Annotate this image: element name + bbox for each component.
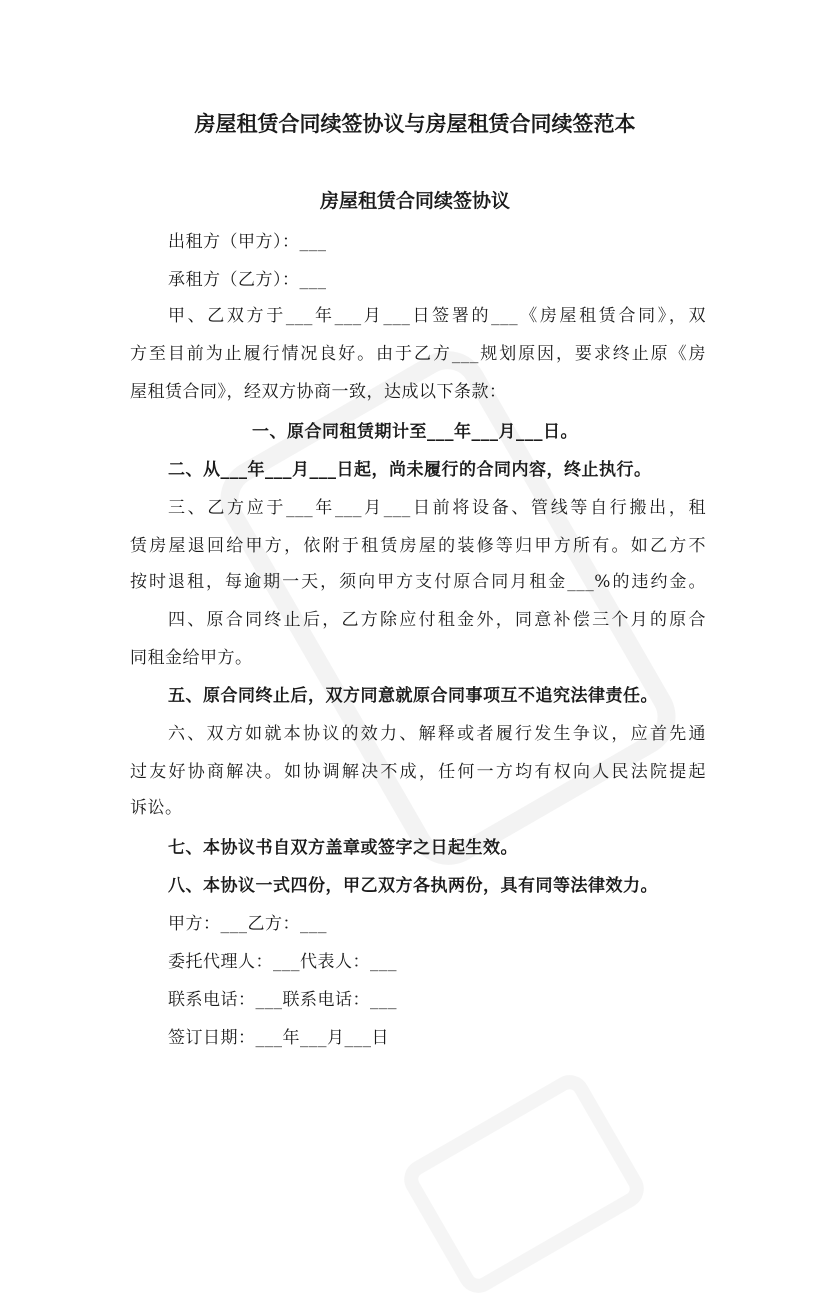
- preamble-line: 甲、乙双方于___年___月___日签署的___《房屋租赁合同》，双: [168, 306, 706, 326]
- clause-1: 一、原合同租赁期计至___年___月___日。: [252, 422, 578, 442]
- preamble-line: 屋租赁合同》，经双方协商一致，达成以下条款：: [130, 382, 507, 402]
- clause-4-line: 四、原合同终止后，乙方除应付租金外，同意补偿三个月的原合: [168, 610, 706, 630]
- watermark: [397, 1068, 651, 1300]
- clause-2: 二、从___年___月___日起，尚未履行的合同内容，终止执行。: [168, 460, 652, 480]
- signature-party-line: 甲方：___乙方：___: [168, 914, 327, 934]
- preamble-line: 方至目前为止履行情况良好。由于乙方___规划原因，要求终止原《房: [130, 344, 706, 364]
- lessee-line: 承租方（乙方）：___: [168, 270, 327, 290]
- clause-3-line: 按时退租，每逾期一天，须向甲方支付原合同月租金___%的违约金。: [130, 572, 706, 592]
- clause-7: 七、本协议书自双方盖章或签字之日起生效。: [168, 838, 518, 858]
- clause-3-line: 三、乙方应于___年___月___日前将设备、管线等自行搬出，租: [168, 498, 706, 518]
- clause-4-line: 同租金给甲方。: [130, 648, 253, 668]
- clause-6-line: 六、双方如就本协议的效力、解释或者履行发生争议，应首先通: [168, 724, 706, 744]
- sub-title: 房屋租赁合同续签协议: [319, 190, 510, 212]
- clause-5: 五、原合同终止后，双方同意就原合同事项互不追究法律责任。: [168, 686, 658, 706]
- signing-date-line: 签订日期：___年___月___日: [168, 1028, 389, 1048]
- clause-6-line: 过友好协商解决。如协调解决不成，任何一方均有权向人民法院提起: [130, 762, 706, 782]
- clause-6-line: 诉讼。: [130, 798, 183, 818]
- clause-3-line: 赁房屋退回给甲方，依附于租赁房屋的装修等归甲方所有。如乙方不: [130, 536, 706, 556]
- agent-line: 委托代理人：___代表人：___: [168, 952, 397, 972]
- clause-8: 八、本协议一式四份，甲乙双方各执两份，具有同等法律效力。: [168, 876, 658, 896]
- lessor-line: 出租方（甲方）：___: [168, 232, 327, 252]
- phone-line: 联系电话：___联系电话：___: [168, 990, 397, 1010]
- main-title: 房屋租赁合同续签协议与房屋租赁合同续签范本: [194, 112, 636, 136]
